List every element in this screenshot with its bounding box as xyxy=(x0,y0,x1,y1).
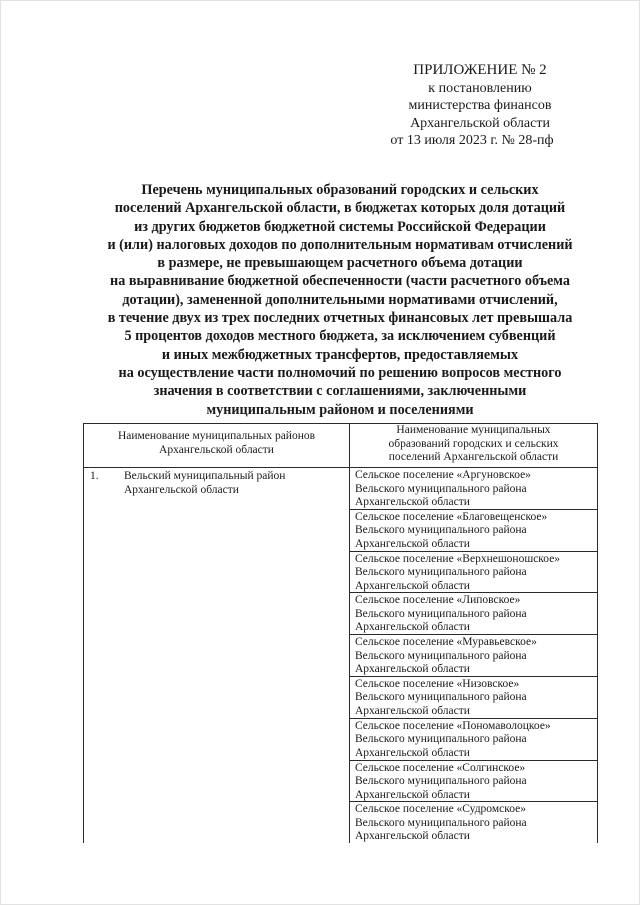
title-line: и иных межбюджетных трансфертов, предоставляемых xyxy=(161,346,519,363)
settlement-region: Архангельской области xyxy=(355,621,470,634)
title-line: значения в соответствии с соглашениями, заключенными xyxy=(153,383,527,400)
settlement-region: Архангельской области xyxy=(355,830,470,843)
municipalities-table xyxy=(83,423,598,843)
appendix-block xyxy=(330,62,630,150)
district-name-line: Вельский муниципальный район xyxy=(124,470,286,482)
settlement-cell xyxy=(350,676,598,718)
settlement-name: Сельское поселение «Солгинское» xyxy=(355,761,526,774)
appendix-title: ПРИЛОЖЕНИЕ № 2 xyxy=(413,62,547,78)
settlement-region: Архангельской области xyxy=(355,537,470,550)
header-text: поселений Архангельской области xyxy=(388,451,559,464)
settlement-district: Вельского муниципального района xyxy=(355,524,527,537)
settlement-cell xyxy=(350,593,598,635)
appendix-date-line: от 13 июля 2023 г. № 28-пф xyxy=(390,133,554,148)
settlement-name: Сельское поселение «Верхнешоношское» xyxy=(355,552,561,565)
header-text: Наименование муниципальных районов xyxy=(117,430,316,442)
settlement-name: Сельское поселение «Муравьевское» xyxy=(355,636,537,649)
title-line: в размере, не превышающем расчетного объема дотации xyxy=(157,255,523,272)
appendix-line: к постановлению xyxy=(428,80,532,96)
settlement-cell xyxy=(350,551,598,593)
document-title xyxy=(70,181,610,419)
title-line: из других бюджетов бюджетной системы Российской Федерации xyxy=(134,218,546,235)
settlement-region: Архангельской области xyxy=(355,496,470,508)
district-name xyxy=(124,470,349,497)
settlement-district: Вельского муниципального района xyxy=(355,649,527,662)
header-districts xyxy=(84,424,350,468)
table-header-row xyxy=(84,424,598,468)
settlement-name: Сельское поселение «Липовское» xyxy=(355,594,521,607)
settlement-cell xyxy=(350,509,598,551)
settlement-district: Вельского муниципального района xyxy=(355,482,527,495)
table-row xyxy=(84,468,598,510)
title-line: муниципальным районом и поселениями xyxy=(206,401,474,418)
settlement-cell xyxy=(350,718,598,760)
settlement-cell xyxy=(350,468,598,510)
settlement-name: Сельское поселение «Пономаволоцкое» xyxy=(355,719,551,732)
district-number: 1. xyxy=(90,470,99,482)
settlement-name: Сельское поселение «Судромское» xyxy=(355,803,526,816)
header-settlements xyxy=(350,424,598,468)
header-text: Архангельской области xyxy=(159,443,274,456)
district-name-line: Архангельской области xyxy=(124,483,239,496)
settlement-district: Вельского муниципального района xyxy=(355,775,527,788)
title-line: на выравнивание бюджетной обеспеченности (части расчетного объема xyxy=(110,273,570,290)
settlement-region: Архангельской области xyxy=(355,704,470,717)
settlement-district: Вельского муниципального района xyxy=(355,691,527,704)
settlement-region: Архангельской области xyxy=(355,746,470,759)
title-line: Перечень муниципальных образований городских и сельских xyxy=(141,182,539,198)
settlement-region: Архангельской области xyxy=(355,788,470,801)
settlement-district: Вельского муниципального района xyxy=(355,566,527,579)
settlement-cell xyxy=(350,635,598,677)
title-line: дотации), замененной дополнительными нормативами отчислений, xyxy=(122,291,558,308)
title-line: и (или) налоговых доходов по дополнительным нормативам отчислений xyxy=(107,236,573,253)
settlement-district: Вельского муниципального района xyxy=(355,733,527,746)
settlement-cell xyxy=(350,802,598,843)
title-line: на осуществление части полномочий по решению вопросов местного xyxy=(118,364,562,381)
header-text: образований городских и сельских xyxy=(388,437,559,450)
district-cell xyxy=(84,468,350,844)
settlement-region: Архангельской области xyxy=(355,579,470,592)
title-line: в течение двух из трех последних отчетных финансовых лет превышала xyxy=(107,310,573,327)
title-line: 5 процентов доходов местного бюджета, за исключением субвенций xyxy=(124,328,556,345)
settlement-name: Сельское поселение «Аргуновское» xyxy=(355,469,531,481)
appendix-line: министерства финансов xyxy=(408,98,552,113)
settlement-district: Вельского муниципального района xyxy=(355,607,527,620)
title-line: поселений Архангельской области, в бюджетах которых доля дотаций xyxy=(114,200,566,217)
settlement-name: Сельское поселение «Низовское» xyxy=(355,677,520,690)
settlement-cell xyxy=(350,760,598,802)
settlement-region: Архангельской области xyxy=(355,663,470,676)
header-text: Наименование муниципальных xyxy=(396,424,551,437)
appendix-line: Архангельской области xyxy=(410,115,550,131)
settlement-district: Вельского муниципального района xyxy=(355,816,527,829)
settlement-name: Сельское поселение «Благовещенское» xyxy=(355,510,548,523)
